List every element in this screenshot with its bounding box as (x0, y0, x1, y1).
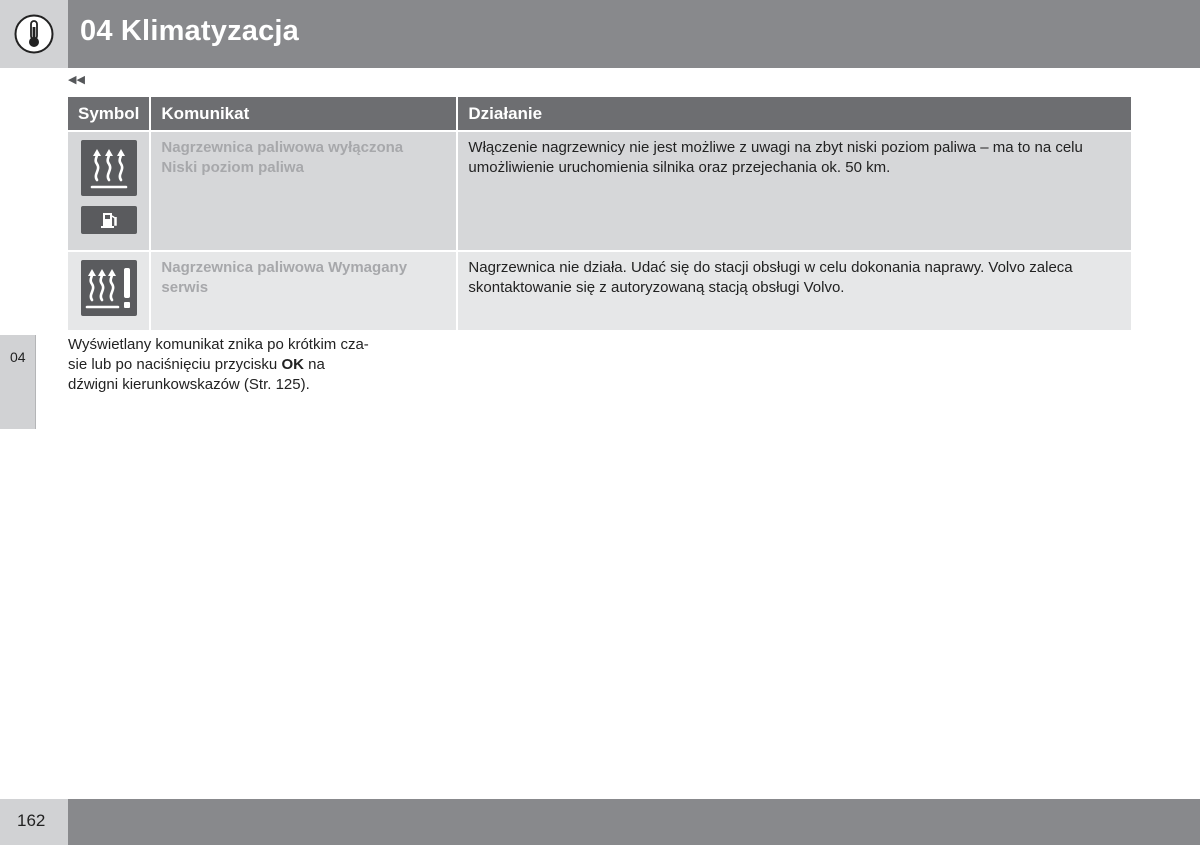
info-note (68, 335, 408, 395)
message-line: serwis (161, 279, 209, 296)
header-icon-box (0, 0, 68, 68)
page-number: 162 (17, 811, 46, 830)
thermometer-icon (14, 14, 54, 54)
column-header-symbol: Symbol (68, 97, 151, 132)
column-header-action: Działanie (458, 97, 1131, 132)
note-ok-button-label: OK (281, 356, 304, 373)
note-line: sie lub po naciśnięciu przycisku (68, 356, 282, 373)
message-line: Nagrzewnica paliwowa wyłączona (161, 139, 404, 156)
message-line: Nagrzewnica paliwowa Wymagany (161, 259, 408, 276)
column-header-message: Komunikat (151, 97, 458, 132)
heater-warning-icon (81, 260, 137, 316)
action-cell (458, 132, 1131, 252)
heater-icon (81, 140, 137, 196)
action-cell (458, 252, 1131, 332)
message-cell (151, 252, 458, 332)
symbol-cell (68, 252, 151, 332)
chapter-title: 04 Klimatyzacja (80, 15, 300, 47)
footer-bar (68, 799, 1200, 845)
chapter-side-tab-label: 04 (10, 349, 26, 365)
action-text: Nagrzewnica nie działa. Udać się do stacji obsługi w celu dokonania naprawy. Volvo zaleca skontaktowanie się z autoryzowaną stacją obsługi Volvo. (468, 259, 1073, 296)
symbol-cell (68, 132, 151, 252)
table-row (68, 132, 1131, 252)
action-text: Włączenie nagrzewnicy nie jest możliwe z uwagi na zbyt niski poziom paliwa – ma to na celu umożliwienie uruchomienia silnika oraz przejechania ok. 50 km. (468, 139, 1083, 176)
table-row (68, 252, 1131, 332)
table-header-row (68, 97, 1131, 132)
note-line: na (303, 356, 325, 373)
continued-arrow-icon: ◀◀ (68, 74, 85, 86)
note-line: dźwigni kierunkowskazów (Str. 125). (68, 376, 310, 393)
note-line: Wyświetlany komunikat znika po krótkim cza- (68, 336, 369, 353)
message-cell (151, 132, 458, 252)
message-table (68, 97, 1131, 332)
message-line: Niski poziom paliwa (161, 159, 304, 176)
fuel-pump-icon (81, 206, 137, 234)
